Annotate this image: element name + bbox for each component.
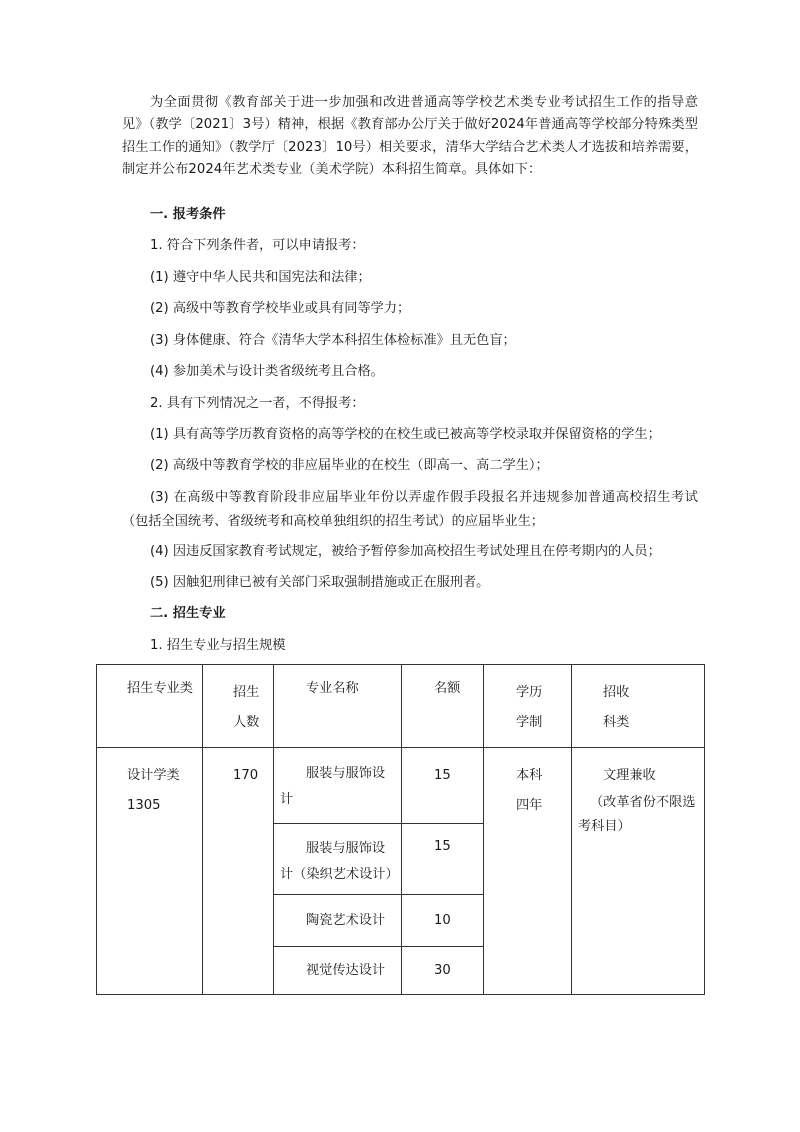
- category-cell: [97, 748, 203, 995]
- major-cell: [274, 748, 402, 824]
- subject-policy: 文理兼收: [603, 768, 656, 783]
- header-subject-line-2: 科类: [603, 715, 630, 730]
- condition-item: (3) 身体健康、符合《清华大学本科招生体检标准》且无色盲；: [150, 333, 516, 348]
- table-row: [97, 748, 705, 824]
- quota-cell: [402, 748, 484, 824]
- header-enroll-line-2: 人数: [233, 715, 260, 730]
- header-subject-line-1: 招收: [603, 685, 630, 700]
- header-cell: [402, 665, 484, 748]
- subject-cell: [572, 748, 705, 995]
- section-2-sub-1: 1. 招生专业与招生规模: [150, 638, 286, 653]
- major-quota: 15: [434, 839, 451, 854]
- major-name: 陶瓷艺术设计: [306, 913, 386, 928]
- condition-item: (4) 参加美术与设计类省级统考且合格。: [150, 364, 384, 379]
- major-cell: [274, 895, 402, 947]
- section-1-sub-1: 1. 符合下列条件者，可以申请报考：: [150, 238, 365, 253]
- major-quota: 15: [434, 768, 451, 783]
- exclusion-item: (3) 在高级中等教育阶段非应届毕业年份以弄虚作假手段报名并违规参加普通高校招生考试（包括全国统考、省级统考和高校单独组织的招生考试）的应届毕业生；: [122, 490, 698, 529]
- enrollment-table: [96, 664, 705, 995]
- major-cell: [274, 947, 402, 995]
- degree-cell: [484, 748, 572, 995]
- intro-paragraph: 为全面贯彻《教育部关于进一步加强和改进普通高等学校艺术类专业考试招生工作的指导意见》（教学〔2021〕3号）精神，根据《教育部办公厅关于做好2024年普通高等学校部分特殊类型招生工作的通知》（教学厅〔2023〕10号）相关要求，清华大学结合艺术类人才选拔和培养需要，制定并公布2024年艺术类专业（美术学院）本科招生简章。具体如下：: [122, 95, 698, 178]
- header-degree-line-2: 学制: [516, 715, 543, 730]
- quota-cell: [402, 947, 484, 995]
- header-cell: [572, 665, 705, 748]
- section-1-sub-2: 2. 具有下列情况之一者，不得报考：: [150, 396, 365, 411]
- quota-cell: [402, 895, 484, 947]
- major-name: 视觉传达设计: [306, 963, 386, 978]
- major-cell: [274, 824, 402, 895]
- condition-item: (1) 遵守中华人民共和国宪法和法律；: [150, 270, 371, 285]
- major-quota: 30: [434, 963, 451, 978]
- section-1-heading: 一. 报考条件: [150, 207, 226, 222]
- condition-item: (2) 高级中等教育学校毕业或具有同等学力；: [150, 301, 411, 316]
- header-cell: [203, 665, 274, 748]
- exclusion-item: (1) 具有高等学历教育资格的高等学校的在校生或已被高等学校录取并保留资格的学生；: [150, 427, 661, 442]
- header-quota: 名额: [434, 681, 461, 696]
- quota-cell: [402, 824, 484, 895]
- header-cell: [97, 665, 203, 748]
- category-code: 1305: [127, 798, 161, 813]
- major-name: 服装与服饰设计: [280, 766, 386, 807]
- header-major: 专业名称: [306, 681, 359, 696]
- section-2-heading: 二. 招生专业: [150, 606, 226, 621]
- exclusion-item: (5) 因触犯刑律已被有关部门采取强制措施或正在服刑者。: [150, 575, 490, 590]
- header-cell: [484, 665, 572, 748]
- exclusion-item: (4) 因违反国家教育考试规定，被给予暂停参加高校招生考试处理且在停考期内的人员；: [150, 544, 661, 559]
- exclusion-item: (2) 高级中等教育学校的非应届毕业的在校生（即高一、高二学生）；: [150, 458, 549, 473]
- header-enroll-line-1: 招生: [233, 685, 260, 700]
- major-name: 服装与服饰设计（染织艺术设计）: [280, 841, 399, 882]
- total-cell: [203, 748, 274, 995]
- table-header-row: [97, 665, 705, 748]
- category-name: 设计学类: [127, 768, 180, 783]
- major-quota: 10: [434, 913, 451, 928]
- header-category: 招生专业类: [127, 681, 193, 696]
- header-degree-line-1: 学历: [516, 685, 543, 700]
- degree-type: 本科: [516, 768, 543, 783]
- total-count: 170: [233, 768, 259, 783]
- header-cell: [274, 665, 402, 748]
- degree-duration: 四年: [516, 798, 543, 813]
- subject-note: （改革省份不限选考科目）: [578, 795, 696, 834]
